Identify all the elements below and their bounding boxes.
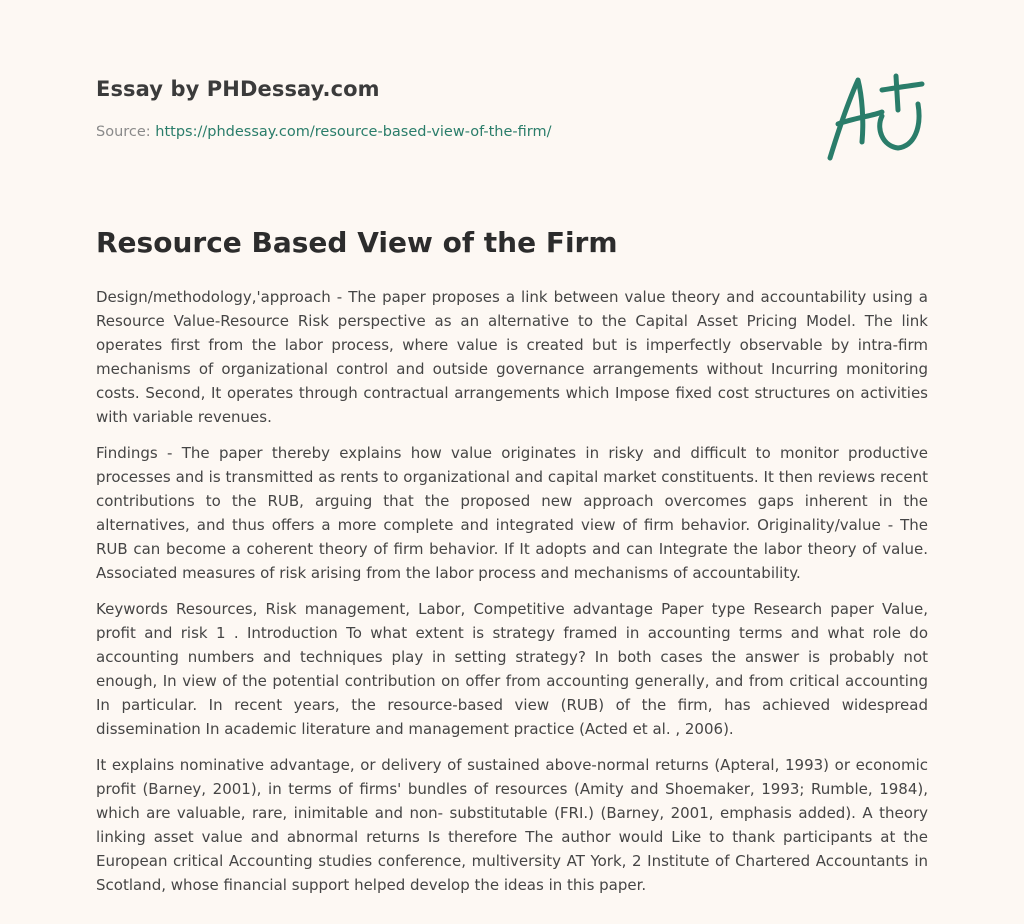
essay-paragraph: Design/methodology,'approach - The paper proposes a link between value theory and accountability using a Resource Value-Resource Risk perspective as an alternative to the Capital Asset Pricing Model. The link operates first from the labor process, where value is created but is imperfectly observable by intra-firm mechanisms of organizational control and outside governance arrangements without Incurring monitoring costs. Second, It operates through contractual arrangements which Impose fixed cost structures on activities with variable revenues. (96, 288, 928, 426)
essay-title: Resource Based View of the Firm (96, 226, 618, 259)
essay-paragraph: Keywords Resources, Risk management, Labor, Competitive advantage Paper type Research paper Value, profit and risk 1 . Introduction To what extent is strategy framed in accounting terms and what role do accounting numbers and techniques play in setting strategy? In both cases the answer is probably not enough, In view of the potential contribution on offer from accounting generally, and from critical accounting In particular. In recent years, the resource-based view (RUB) of the firm, has achieved widespread dissemination In academic literature and management practice (Acted et al. , 2006). (96, 600, 928, 738)
essay-paragraph: It explains nominative advantage, or delivery of sustained above-normal returns (Apteral, 1993) or economic profit (Barney, 2001), in terms of firms' bundles of resources (Amity and Shoemaker, 1993; Rumble, 1984), which are valuable, rare, inimitable and non- substitutable (FRI.) (Barney, 2001, emphasis added). A theory linking asset value and abnormal returns Is therefore The author would Like to thank participants at the European critical Accounting studies conference, multiversity AT York, 2 Institute of Chartered Accountants in Scotland, whose financial support helped develop the ideas in this paper. (96, 756, 928, 894)
site-brand: Essay by PHDessay.com (96, 77, 380, 101)
a-plus-logo-icon (818, 66, 930, 166)
source-link[interactable]: https://phdessay.com/resource-based-view-of-the-firm/ (155, 124, 552, 140)
essay-paragraph: Findings - The paper thereby explains how value originates in risky and difficult to monitor productive processes and is transmitted as rents to organizational and capital market constituents. It then reviews recent contributions to the RUB, arguing that the proposed new approach overcomes gaps inherent in the alternatives, and thus offers a more complete and integrated view of firm behavior. Originality/value - The RUB can become a coherent theory of firm behavior. If It adopts and can Integrate the labor theory of value. Associated measures of risk arising from the labor process and mechanisms of accountability. (96, 444, 928, 582)
source-line (96, 124, 552, 140)
source-label: Source: (96, 124, 151, 140)
essay-body (96, 285, 928, 909)
